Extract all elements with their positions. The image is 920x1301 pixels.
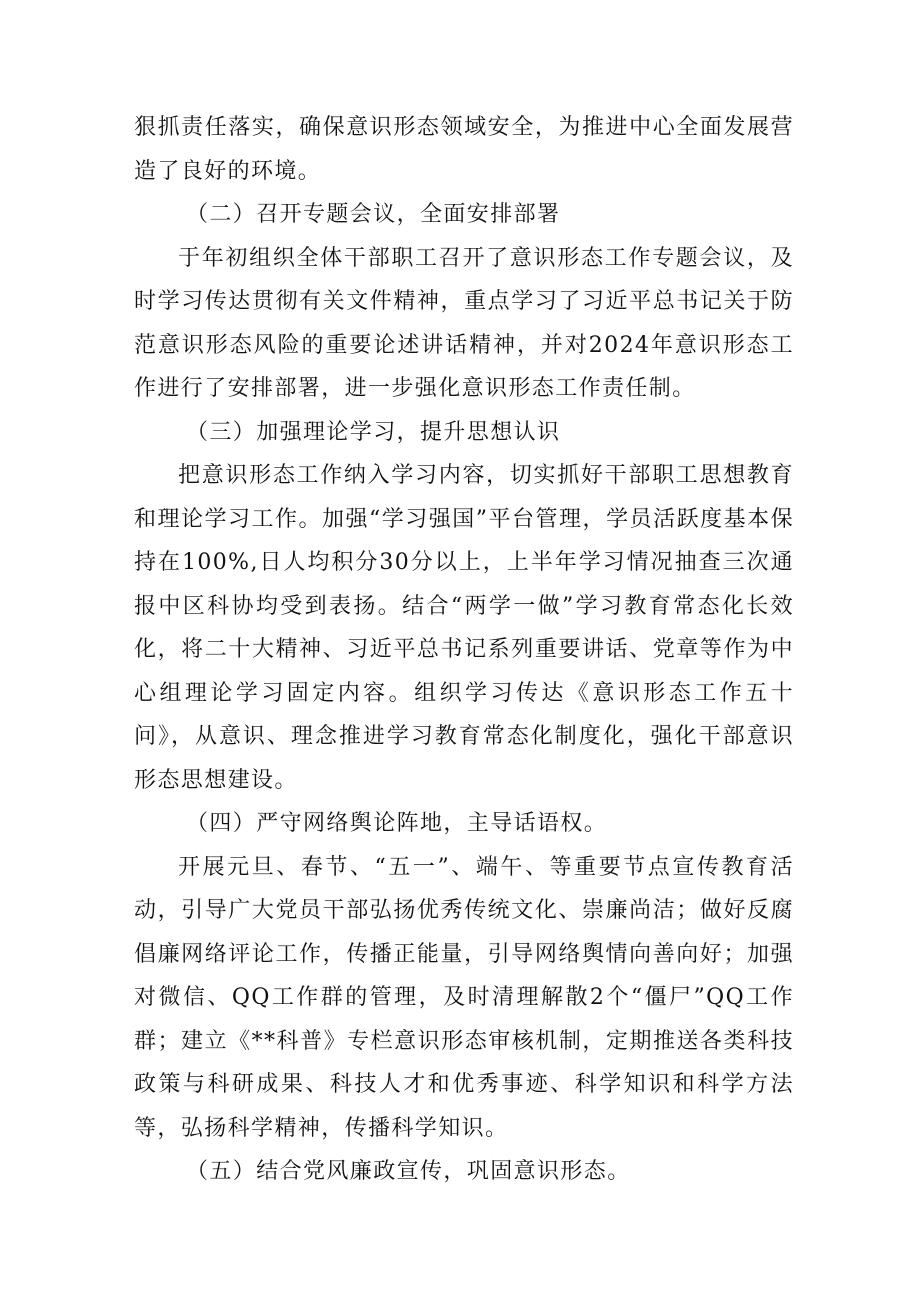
paragraph-meeting: 于年初组织全体干部职工召开了意识形态工作专题会议，及时学习传达贯彻有关文件精神，重点学习了习近平总书记关于防范意识形态风险的重要论述讲话精神，并对2024年意识形态工作进行了安排部署，进一步强化意识形态工作责任制。 <box>134 245 794 401</box>
paragraph-network-opinion: 开展元旦、春节、“五一”、端午、等重要节点宣传教育活动，引导广大党员干部弘扬优秀传统文化、崇廉尚洁；做好反腐倡廉网络评论工作，传播正能量，引导网络舆情向善向好；加强对微信、QQ工作群的管理，及时清理解散2个“僵尸”QQ工作群；建立《**科普》专栏意识形态审核机制，定期推送各类科技政策与科研成果、科技人才和优秀事迹、科学知识和科学方法等，弘扬科学精神，传播科学知识。 <box>134 854 794 1141</box>
paragraph-theory-study: 把意识形态工作纳入学习内容，切实抓好干部职工思想教育和理论学习工作。加强“学习强国”平台管理，学员活跃度基本保持在100%,日人均积分30分以上，上半年学习情况抽查三次通报中区科协均受到表扬。结合“两学一做”学习教育常态化长效化，将二十大精神、习近平总书记系列重要讲话、党章等作为中心组理论学习固定内容。组织学习传达《意识形态工作五十问》，从意识、理念推进学习教育常态化制度化，强化干部意识形态思想建设。 <box>134 463 794 793</box>
section-heading-4: （四）严守网络舆论阵地，主导话语权。 <box>186 811 608 836</box>
section-heading-3: （三）加强理论学习，提升思想认识 <box>186 419 561 445</box>
paragraph-continuation: 狠抓责任落实，确保意识形态领域安全，为推进中心全面发展营造了良好的环境。 <box>134 115 794 184</box>
section-heading-5: （五）结合党风廉政宣传，巩固意识形态。 <box>186 1159 631 1184</box>
document-body <box>134 106 794 1194</box>
section-heading-2: （二）召开专题会议，全面安排部署 <box>186 202 561 227</box>
